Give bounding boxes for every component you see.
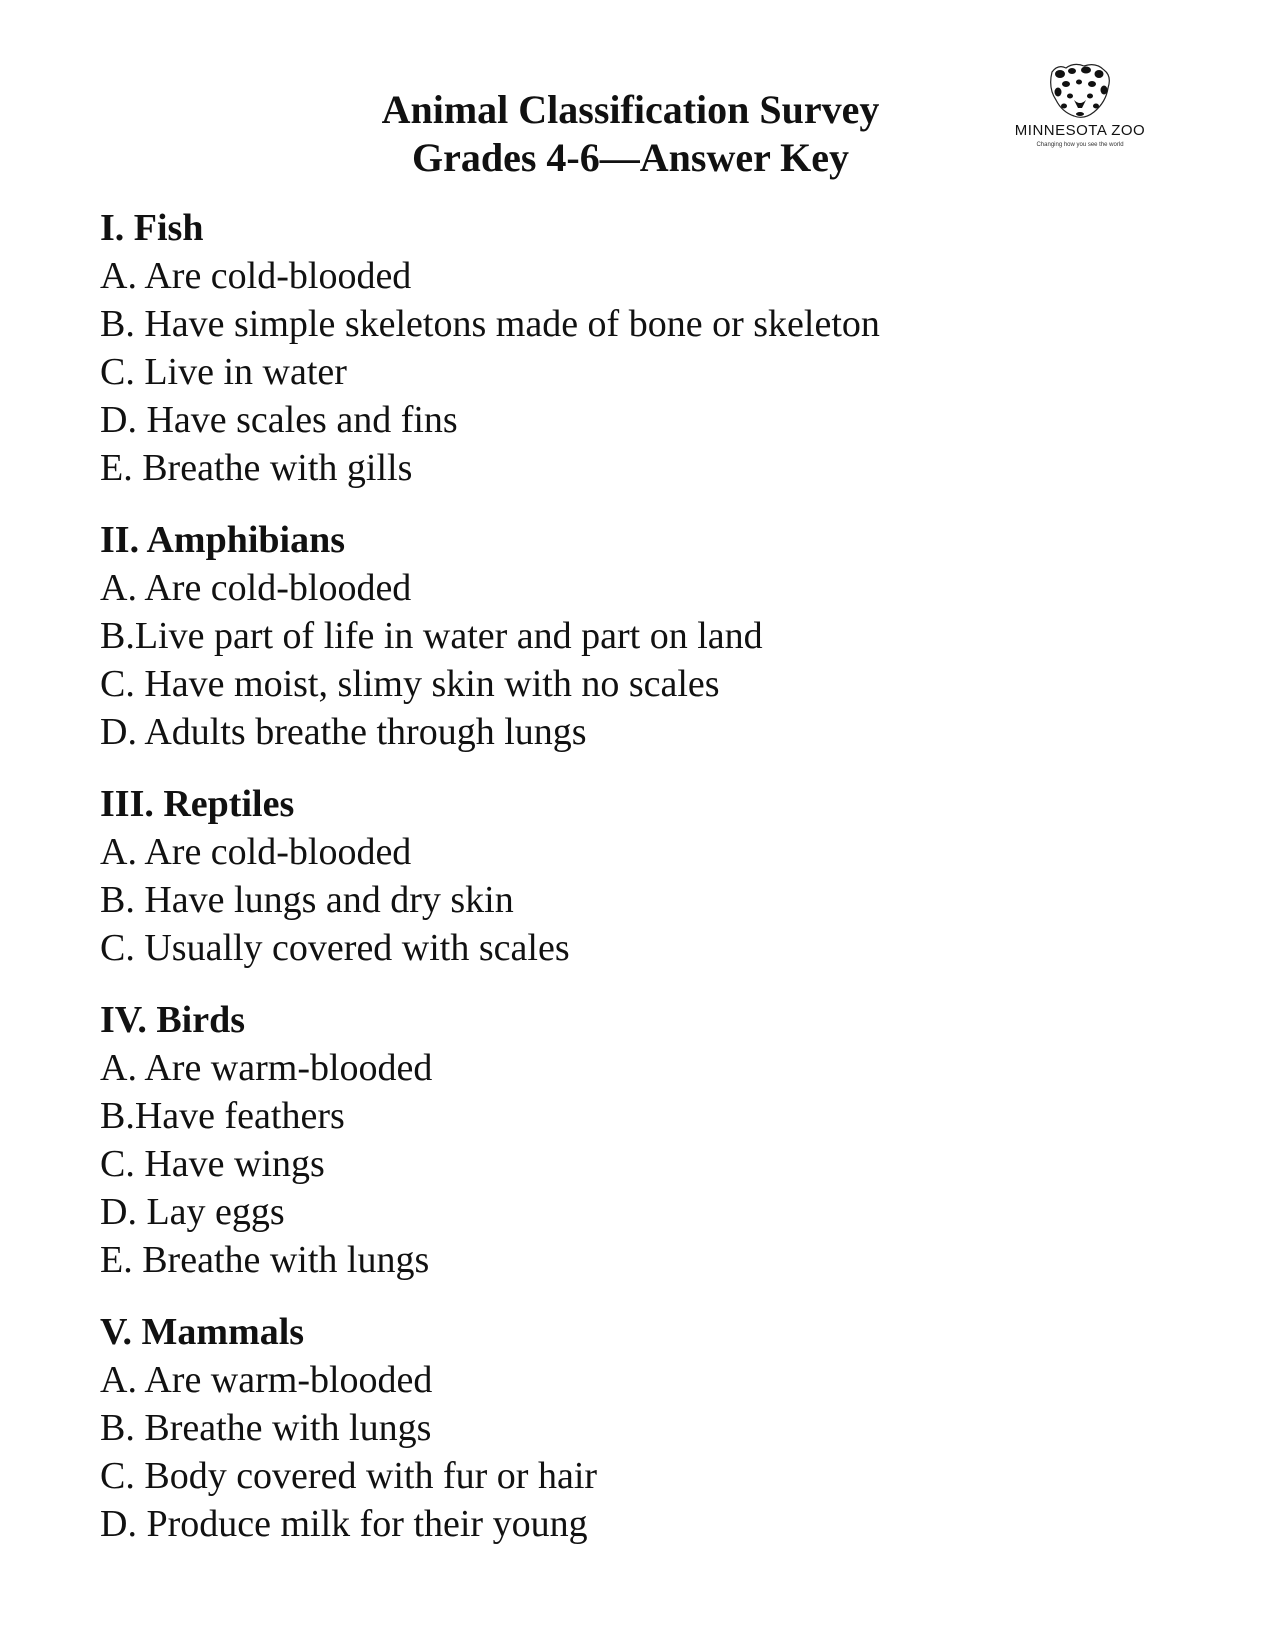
section-amphibians (100, 516, 1180, 756)
list-item: A. Are warm-blooded (100, 1359, 433, 1401)
list-item: A. Are cold-blooded (100, 567, 412, 609)
list-item: C. Have wings (100, 1143, 325, 1185)
list-item: B. Have simple skeletons made of bone or skeleton (100, 303, 880, 345)
section-heading: II. Amphibians (100, 519, 346, 561)
list-item: D. Produce milk for their young (100, 1503, 588, 1545)
snow-leopard-face-icon (1044, 62, 1116, 120)
list-item: D. Adults breathe through lungs (100, 711, 587, 753)
list-item: A. Are warm-blooded (100, 1047, 433, 1089)
document-subtitle: Grades 4-6—Answer Key (412, 135, 849, 180)
logo-tagline: Changing how you see the world (1036, 142, 1124, 148)
minnesota-zoo-logo (1010, 62, 1150, 152)
list-item: C. Live in water (100, 351, 347, 393)
section-heading: III. Reptiles (100, 783, 295, 825)
document-title: Animal Classification Survey (381, 87, 880, 132)
list-item: C. Usually covered with scales (100, 927, 570, 969)
list-item: B.Live part of life in water and part on land (100, 615, 763, 657)
list-item: A. Are cold-blooded (100, 831, 412, 873)
section-heading: I. Fish (100, 207, 204, 249)
answer-key-content (100, 204, 1180, 1572)
list-item: C. Have moist, slimy skin with no scales (100, 663, 720, 705)
list-item: D. Lay eggs (100, 1191, 285, 1233)
logo-wordmark: MINNESOTA ZOO (1014, 122, 1146, 139)
list-item: E. Breathe with lungs (100, 1239, 430, 1281)
list-item: B. Breathe with lungs (100, 1407, 432, 1449)
section-birds (100, 996, 1180, 1284)
list-item: B. Have lungs and dry skin (100, 879, 514, 921)
section-reptiles (100, 780, 1180, 972)
list-item: B.Have feathers (100, 1095, 345, 1137)
section-heading: IV. Birds (100, 999, 246, 1041)
list-item: D. Have scales and fins (100, 399, 458, 441)
section-mammals (100, 1308, 1180, 1548)
list-item: A. Are cold-blooded (100, 255, 412, 297)
section-heading: V. Mammals (100, 1311, 305, 1353)
list-item: E. Breathe with gills (100, 447, 413, 489)
section-fish (100, 204, 1180, 492)
list-item: C. Body covered with fur or hair (100, 1455, 598, 1497)
